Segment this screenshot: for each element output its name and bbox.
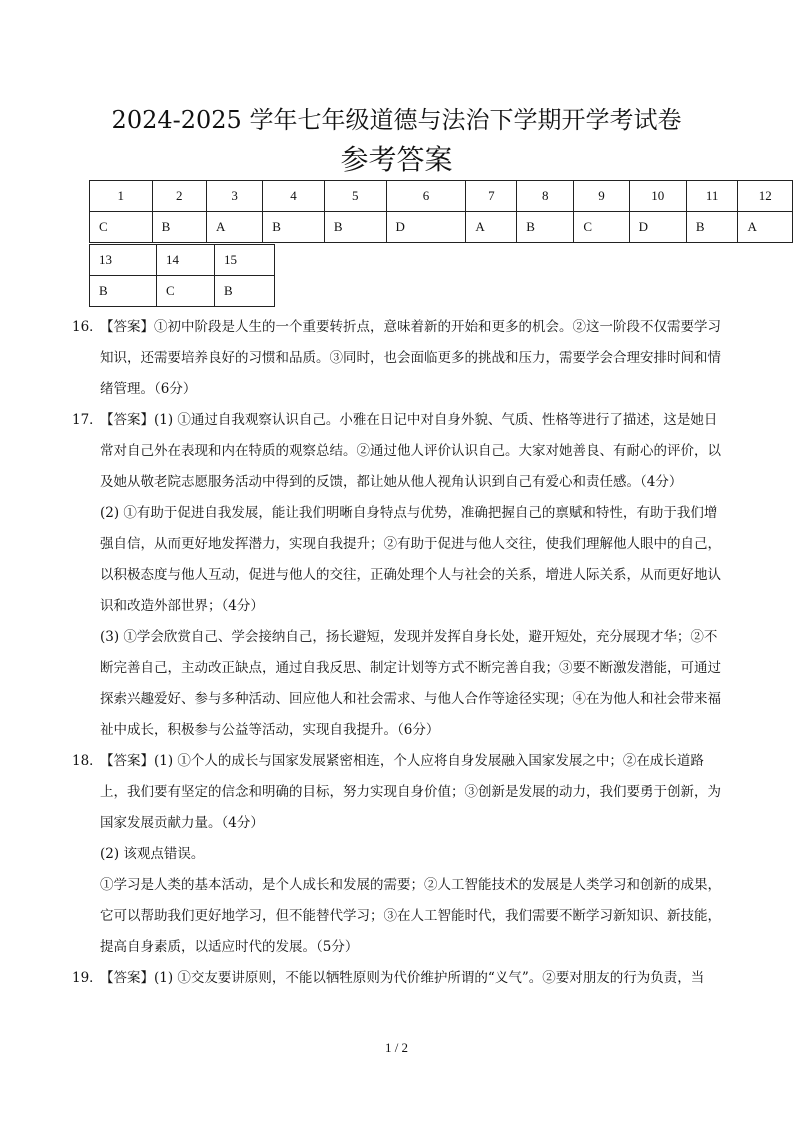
question-number: 18． bbox=[72, 753, 103, 769]
answer-body bbox=[72, 312, 722, 994]
table-cell: 9 bbox=[574, 181, 629, 212]
table-cell: 10 bbox=[629, 181, 686, 212]
table-cell: 2 bbox=[152, 181, 206, 212]
table-cell: B bbox=[152, 212, 206, 243]
answer-17-part-3: (3) ①学会欣赏自己、学会接纳自己，扬长避短，发现并发挥自身长处，避开短处，充分展现才华；②不断完善自己，主动改正缺点，通过自我反思、制定计划等方式不断完善自我；③要不断激发潜能，可通过探索兴趣爱好、参与多种活动、回应他人和社会需求、与他人合作等途径实现；④在为他人和社会带来福祉中成长，积极参与公益等活动，实现自我提升。（6分） bbox=[100, 629, 721, 738]
answer-17 bbox=[72, 405, 722, 498]
answer-18-part-2-detail: ①学习是人类的基本活动，是个人成长和发展的需要；②人工智能技术的发展是人类学习和创新的成果，它可以帮助我们更好地学习，但不能替代学习；③在人工智能时代，我们需要不断学习新知识、新技能，提高自身素质，以适应时代的发展。（5分） bbox=[100, 877, 721, 955]
answer-text: (1) ①通过自我观察认识自己。小雅在日记中对自身外貌、气质、性格等进行了描述，这是她日常对自己外在表现和内在特质的观察总结。②通过他人评价认识自己。大家对她善良、有耐心的评价，以及她从敬老院志愿服务活动中得到的反馈，都让她从他人视角认识到自己有爱心和责任感。（4分） bbox=[100, 412, 721, 490]
answer-17-part-2: (2) ①有助于促进自我发展，能让我们明晰自身特点与优势，准确把握自己的禀赋和特性，有助于我们增强自信，从而更好地发挥潜力，实现自我提升；②有助于促进与他人交往，使我们理解他人眼中的自己，以积极态度与他人互动，促进与他人的交往，正确处理个人与社会的关系，增进人际关系，从而更好地认识和改造外部世界；（4分） bbox=[100, 505, 721, 614]
table-row-numbers bbox=[90, 245, 275, 276]
table-cell: D bbox=[386, 212, 466, 243]
table-cell: C bbox=[157, 276, 215, 307]
table-row-answers bbox=[90, 276, 275, 307]
table-cell: 5 bbox=[324, 181, 386, 212]
question-number: 17． bbox=[72, 412, 103, 428]
table-cell: 1 bbox=[90, 181, 153, 212]
table-cell: 3 bbox=[206, 181, 262, 212]
table-cell: B bbox=[215, 276, 275, 307]
answer-tag: 【答案】 bbox=[100, 319, 154, 335]
table-cell: C bbox=[574, 212, 629, 243]
answer-16 bbox=[72, 312, 722, 405]
table-cell: B bbox=[263, 212, 325, 243]
table-cell: A bbox=[206, 212, 262, 243]
table-cell: D bbox=[629, 212, 686, 243]
table-cell: B bbox=[324, 212, 386, 243]
table-cell: 14 bbox=[157, 245, 215, 276]
answer-tag: 【答案】 bbox=[100, 970, 154, 986]
table-row-answers bbox=[90, 212, 793, 243]
table-cell: 12 bbox=[738, 181, 793, 212]
table-cell: 11 bbox=[686, 181, 738, 212]
table-row-numbers bbox=[90, 181, 793, 212]
table-cell: B bbox=[686, 212, 738, 243]
answer-tag: 【答案】 bbox=[100, 412, 154, 428]
answer-text: ①初中阶段是人生的一个重要转折点，意味着新的开始和更多的机会。②这一阶段不仅需要学习知识，还需要培养良好的习惯和品质。③同时，也会面临更多的挑战和压力，需要学会合理安排时间和情绪管理。（6分） bbox=[100, 319, 721, 397]
page-number: 1 / 2 bbox=[384, 1040, 409, 1055]
table-cell: C bbox=[90, 212, 153, 243]
page-subtitle: 参考答案 bbox=[340, 143, 453, 176]
table-cell: A bbox=[466, 212, 517, 243]
table-cell: 15 bbox=[215, 245, 275, 276]
question-number: 16． bbox=[72, 319, 103, 335]
question-number: 19． bbox=[72, 970, 103, 986]
answer-table-1 bbox=[89, 180, 793, 243]
table-cell: 7 bbox=[466, 181, 517, 212]
page-title: 2024-2025 学年七年级道德与法治下学期开学考试卷 bbox=[111, 106, 682, 134]
table-cell: 4 bbox=[263, 181, 325, 212]
table-cell: 13 bbox=[90, 245, 157, 276]
answer-19 bbox=[72, 963, 722, 994]
table-cell: A bbox=[738, 212, 793, 243]
table-cell: B bbox=[517, 212, 574, 243]
answer-18 bbox=[72, 746, 722, 839]
answer-tag: 【答案】 bbox=[100, 753, 154, 769]
answer-table-2 bbox=[89, 244, 275, 307]
table-cell: 8 bbox=[517, 181, 574, 212]
answer-18-part-2: (2) 该观点错误。 bbox=[100, 846, 205, 862]
answer-text: (1) ①交友要讲原则，不能以牺牲原则为代价维护所谓的“义气”。②要对朋友的行为负责，当 bbox=[154, 970, 705, 986]
table-cell: B bbox=[90, 276, 157, 307]
answer-text: (1) ①个人的成长与国家发展紧密相连，个人应将自身发展融入国家发展之中；②在成长道路上，我们要有坚定的信念和明确的目标，努力实现自身价值；③创新是发展的动力，我们要勇于创新，为国家发展贡献力量。（4分） bbox=[100, 753, 721, 831]
table-cell: 6 bbox=[386, 181, 466, 212]
